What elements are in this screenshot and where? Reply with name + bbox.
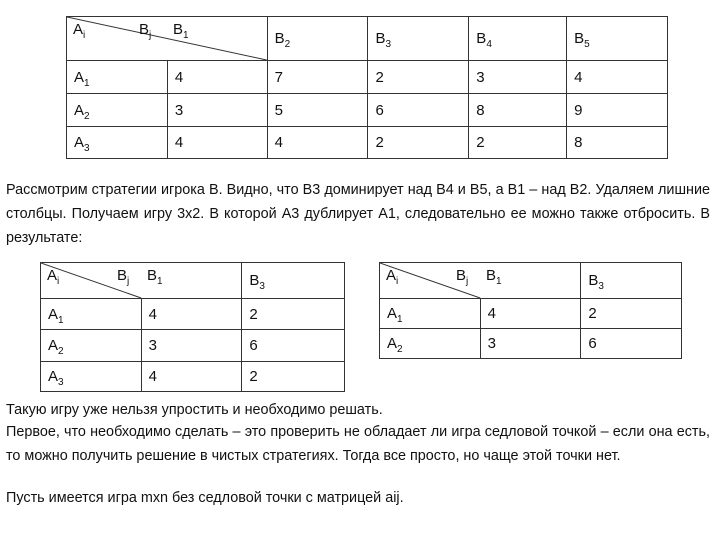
table-cell: 4 — [167, 127, 267, 159]
table-row — [41, 362, 345, 392]
corner-row-label: $A_i$ — [73, 21, 86, 41]
column-header-b3: $B_3$ — [581, 263, 682, 299]
row-header-a1: $A_1$ — [67, 61, 168, 94]
row-header-a1: $A_1$ — [41, 299, 142, 330]
table-cell: 8 — [469, 94, 567, 127]
table-row — [41, 330, 345, 362]
table-cell: 3 — [141, 330, 242, 362]
corner-col-label: $B_j$ — [117, 267, 130, 287]
corner-header — [380, 263, 581, 299]
table-row — [67, 127, 668, 159]
payoff-matrix-3x2 — [40, 262, 345, 392]
column-header-b4: $B_4$ — [469, 17, 567, 61]
table-cell: 7 — [267, 61, 368, 94]
paragraph-saddle-point: Первое, что необходимо сделать – это проверить не обладает ли игра седловой точкой – если она есть, то можно получить решение в чистых стратегиях. Тогда все просто, но чаще этой точки нет. — [6, 424, 710, 464]
row-header-a3: $A_3$ — [41, 362, 142, 392]
column-header-b3: $B_3$ — [242, 263, 345, 299]
corner-row-label: $A_i$ — [47, 267, 60, 287]
paragraph-strategy-analysis: Рассмотрим стратегии игрока B. Видно, что B3 доминирует над B4 и B5, а B1 – над B2. Удаляем лишние столбцы. Получаем игру 3x2. В которой A3 дублирует A1, следовательно ее можно также отбросить. В результате: — [6, 182, 710, 246]
table-cell: 8 — [567, 127, 668, 159]
table-cell: 4 — [567, 61, 668, 94]
table-cell: 4 — [167, 61, 267, 94]
table-cell: 2 — [242, 362, 345, 392]
table-cell: 2 — [368, 127, 469, 159]
corner-header — [67, 17, 268, 61]
table-cell: 6 — [368, 94, 469, 127]
row-header-a2: $A_2$ — [380, 329, 481, 359]
payoff-matrix-full — [66, 16, 668, 159]
corner-col-label: $B_j$ — [456, 267, 469, 287]
table-row — [380, 329, 682, 359]
table-cell: 2 — [469, 127, 567, 159]
column-header-b1: $B_1$ — [147, 267, 163, 287]
table-row — [67, 61, 668, 94]
table-row — [41, 299, 345, 330]
column-header-b3: $B_3$ — [368, 17, 469, 61]
table-cell: 9 — [567, 94, 668, 127]
row-header-a3: $A_3$ — [67, 127, 168, 159]
column-header-b2: $B_2$ — [267, 17, 368, 61]
payoff-matrix-2x2 — [379, 262, 682, 359]
corner-row-label: $A_i$ — [386, 267, 399, 287]
table-cell: 4 — [141, 299, 242, 330]
diagonal-line — [380, 263, 580, 298]
table-cell: 6 — [581, 329, 682, 359]
table-cell: 2 — [581, 299, 682, 329]
table-cell: 2 — [242, 299, 345, 330]
table-cell: 3 — [480, 329, 581, 359]
column-header-b1: $B_1$ — [173, 21, 189, 41]
paragraph-cannot-simplify: Такую игру уже нельзя упростить и необходимо решать. — [6, 402, 383, 418]
row-header-a2: $A_2$ — [41, 330, 142, 362]
row-header-a2: $A_2$ — [67, 94, 168, 127]
row-header-a1: $A_1$ — [380, 299, 481, 329]
table-row — [67, 94, 668, 127]
table-row — [380, 299, 682, 329]
paragraph-game-definition: Пусть имеется игра mxn без седловой точки с матрицей aij. — [6, 490, 404, 506]
corner-col-label: $B_j$ — [139, 21, 152, 41]
column-header-b5: $B_5$ — [567, 17, 668, 61]
table-cell: 4 — [480, 299, 581, 329]
diagonal-line — [67, 17, 267, 60]
table-cell: 2 — [368, 61, 469, 94]
column-header-b1: $B_1$ — [486, 267, 502, 287]
corner-header — [41, 263, 242, 299]
diagonal-line — [41, 263, 241, 298]
table-cell: 6 — [242, 330, 345, 362]
table-cell: 4 — [141, 362, 242, 392]
table-cell: 5 — [267, 94, 368, 127]
table-cell: 3 — [469, 61, 567, 94]
table-cell: 3 — [167, 94, 267, 127]
table-cell: 4 — [267, 127, 368, 159]
